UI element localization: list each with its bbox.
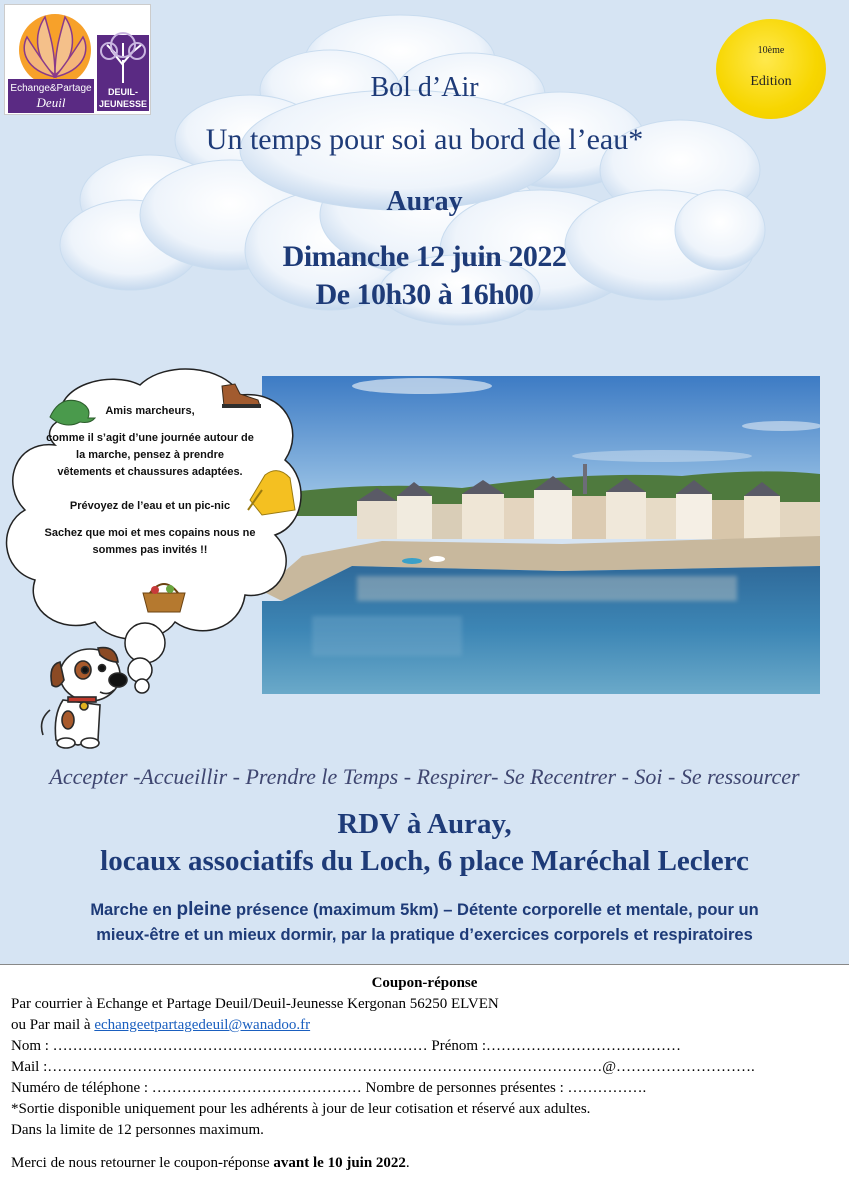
coupon-address: Par courrier à Echange et Partage Deuil/Deuil-Jeunesse Kergonan 56250 ELVEN xyxy=(11,996,499,1012)
coupon-mail-line xyxy=(11,1015,310,1036)
return-prefix: Merci de nous retourner le coupon-réponse xyxy=(11,1155,274,1171)
phone-field-line[interactable]: Numéro de téléphone : …………………………………… Nombre de personnes présentes : ……………. xyxy=(11,1080,647,1096)
reply-coupon xyxy=(0,964,849,1200)
bubble-line: sommes pas invités !! xyxy=(92,544,208,556)
return-deadline: avant le 10 juin 2022 xyxy=(273,1155,406,1171)
coupon-note: *Sortie disponible uniquement pour les adhérents à jour de leur cotisation et réservé aux adultes. xyxy=(11,1101,591,1117)
logo-text-jeunesse: JEUNESSE xyxy=(98,99,148,109)
email-link[interactable]: echangeetpartagedeuil@wanadoo.fr xyxy=(94,1017,311,1033)
desc-part: Marche en xyxy=(90,901,177,919)
cartoon-dog-illustration xyxy=(38,640,133,750)
bubble-line: comme il s’agit d’une journée autour de xyxy=(46,432,254,444)
desc-highlight: pleine xyxy=(176,899,232,920)
event-date: Dimanche 12 juin 2022 xyxy=(282,240,567,273)
mail-field-line[interactable]: Mail :…………………………………………………………………………………………………@………………………. xyxy=(11,1059,755,1075)
desc-line: mieux-être et un mieux dormir, par la pratique d’exercices corporels et respiratoires xyxy=(96,926,753,944)
name-field-line[interactable]: Nom : ………………………………………………………………… Prénom :………………………………… xyxy=(11,1038,681,1054)
meeting-point-title: RDV à Auray, xyxy=(337,808,512,840)
edition-number: 10ème xyxy=(757,45,785,56)
edition-badge xyxy=(716,19,826,119)
return-suffix: . xyxy=(405,1155,410,1171)
bubble-greeting: Amis marcheurs, xyxy=(105,405,195,417)
logo-text-deuil-right: DEUIL- xyxy=(108,87,138,97)
edition-label: Edition xyxy=(750,74,792,89)
coupon-limit: Dans la limite de 12 personnes maximum. xyxy=(11,1122,264,1138)
bubble-line: Sachez que moi et mes copains nous ne xyxy=(44,527,256,539)
event-title: Bol d’Air xyxy=(370,72,479,103)
coupon-return xyxy=(11,1153,410,1174)
tagline: Accepter -Accueillir - Prendre le Temps - Respirer- Se Recentrer - Soi - Se ressourcer xyxy=(49,764,800,789)
coupon-title: Coupon-réponse xyxy=(371,975,478,991)
bubble-line: vêtements et chaussures adaptées. xyxy=(57,466,243,478)
meeting-point-address: locaux associatifs du Loch, 6 place Maréchal Leclerc xyxy=(100,845,749,877)
bubble-line: Prévoyez de l’eau et un pic-nic xyxy=(69,500,231,512)
activity-description xyxy=(0,897,849,948)
event-place: Auray xyxy=(386,186,463,217)
harbour-photo xyxy=(262,376,820,694)
event-subtitle: Un temps pour soi au bord de l’eau* xyxy=(205,123,644,156)
bubble-line: la marche, pensez à prendre xyxy=(76,449,224,461)
logo-text-deuil: Deuil xyxy=(36,95,66,110)
logo-text-echange: Echange&Partage xyxy=(10,83,92,94)
desc-part: présence (maximum 5km) – Détente corporelle et mentale, pour un xyxy=(231,901,759,919)
mail-prefix: ou Par mail à xyxy=(11,1017,95,1033)
event-time: De 10h30 à 16h00 xyxy=(315,278,534,311)
